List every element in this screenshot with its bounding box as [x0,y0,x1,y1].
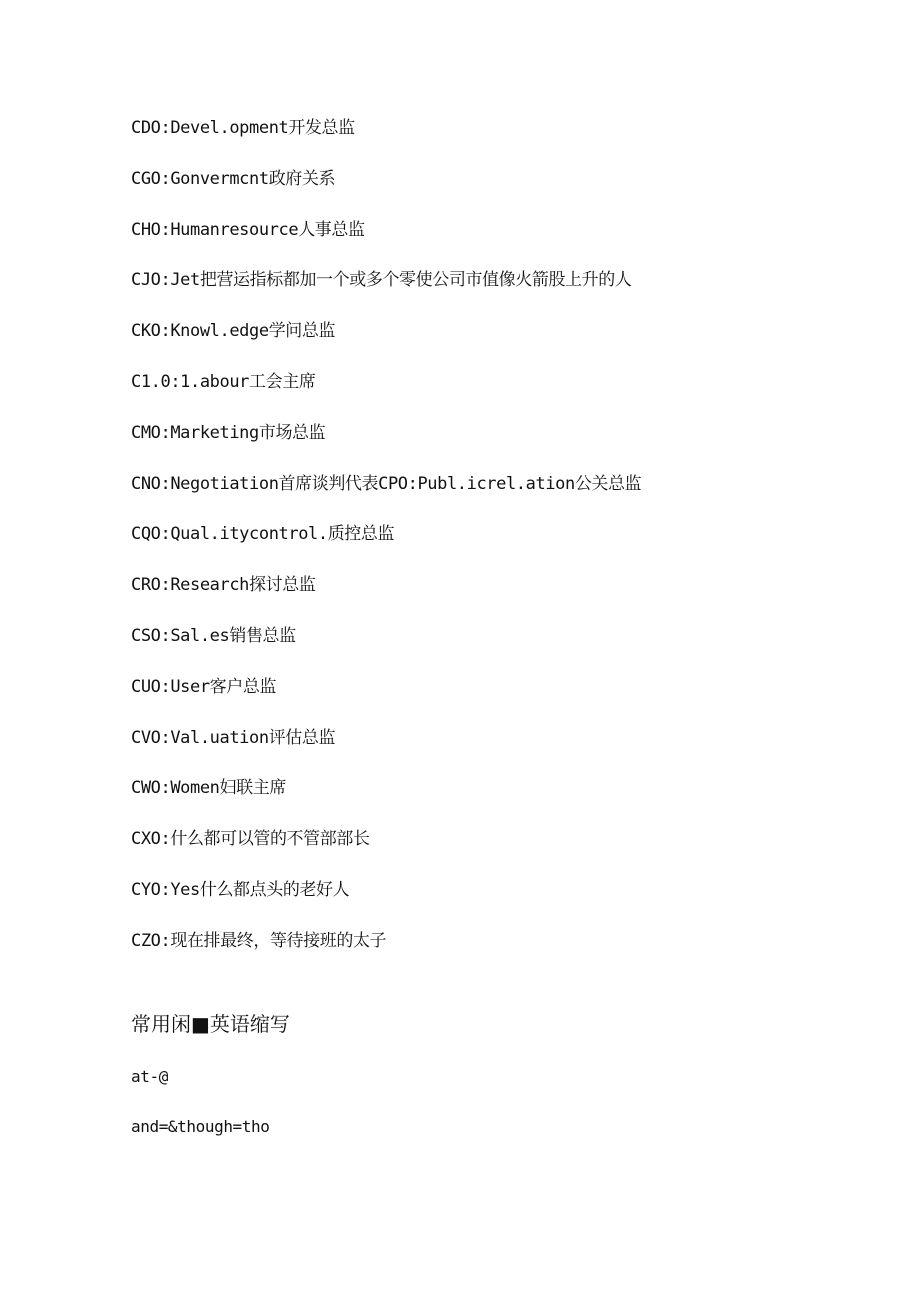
list-item: CYO:Yes什么都点头的老好人 [131,879,350,900]
list-item: C1.0:1.abour工会主席 [131,371,316,392]
section-heading: 常用闲■英语缩写 [131,1012,290,1036]
list-item: CVO:Val.uation评估总监 [131,727,336,748]
list-item: CJO:Jet把营运指标都加一个或多个零使公司市值像火箭股上升的人 [131,270,632,291]
list-item: CZO:现在排最终，等待接班的太子 [131,930,387,951]
list-item: CRO:Research探讨总监 [131,575,316,596]
list-item: at-@ [131,1067,168,1086]
list-item: CNO:Negotiation首席谈判代表CPO:Publ.icrel.ation公关总监 [131,473,642,494]
english-abbreviation-list [131,1063,270,1163]
list-item: CWO:Women妇联主席 [131,778,286,799]
list-item: CUO:User客户总监 [131,676,277,697]
list-item: CSO:Sal.es销售总监 [131,625,296,646]
list-item: CGO:Gonvermcnt政府关系 [131,168,336,189]
title-abbreviation-list [131,114,641,978]
list-item: and=&though=tho [131,1117,270,1136]
list-item: CKO:Knowl.edge学问总监 [131,321,336,342]
list-item: CDO:Devel.opment开发总监 [131,118,355,138]
list-item: CMO:Marketing市场总监 [131,422,326,443]
list-item: CQO:Qual.itycontrol.质控总监 [131,524,395,545]
list-item: CXO:什么都可以管的不管部部长 [131,829,370,850]
list-item: CHO:Humanresource人事总监 [131,219,365,240]
